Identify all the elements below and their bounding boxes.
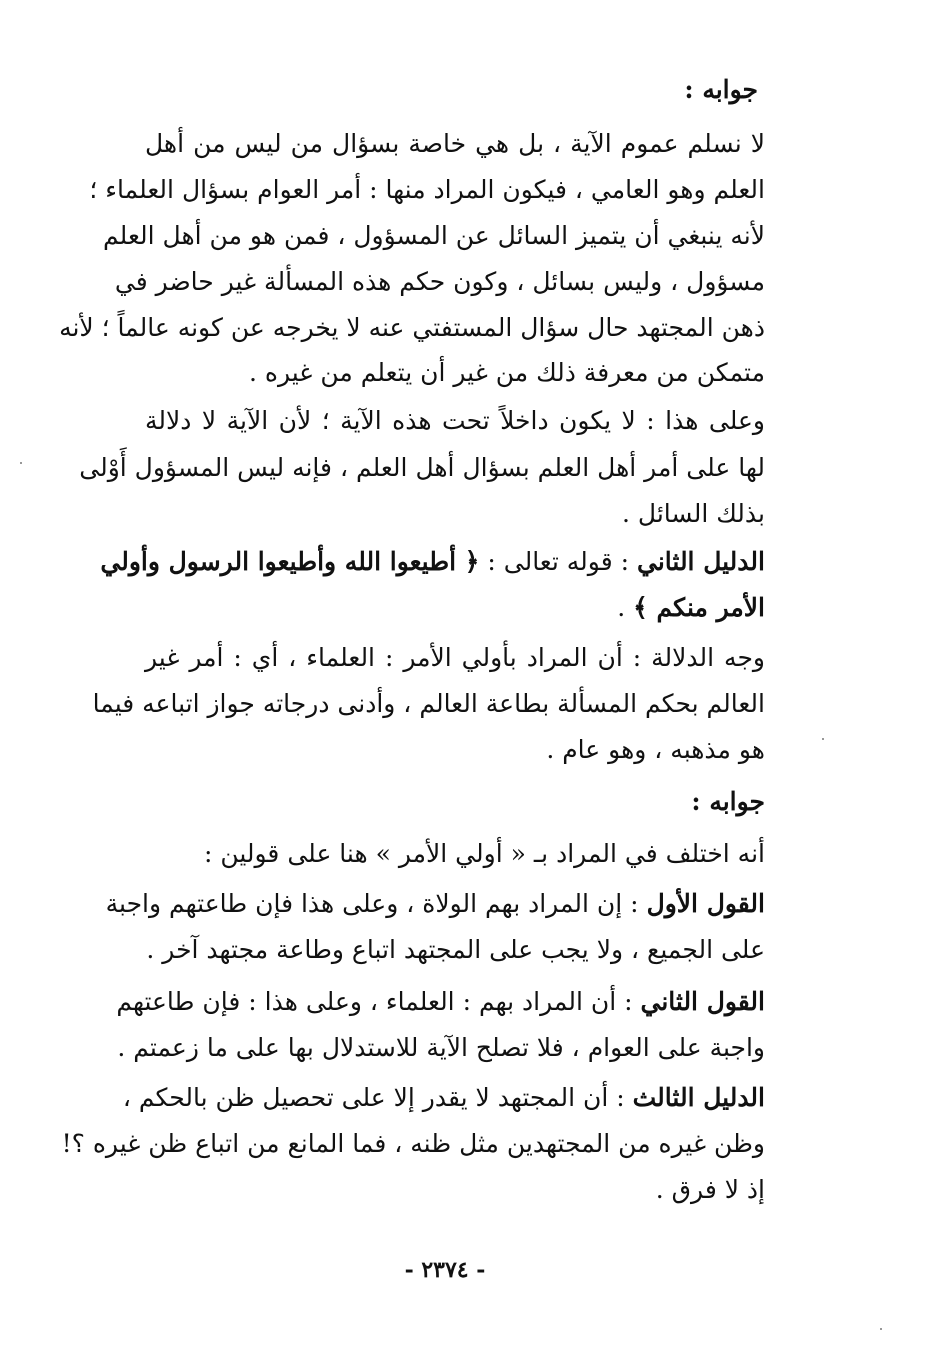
line-text: العلم وهو العامي ، فيكون المراد منها : أمر العوام بسؤال العلماء ؛ <box>89 175 765 204</box>
line-text: مسؤول ، وليس بسائل ، وكون حكم هذه المسألة غير حاضر في <box>114 267 765 296</box>
line-text: وعلى هذا : لا يكون داخلاً تحت هذه الآية ؛ لأن الآية لا دلالة <box>145 406 765 435</box>
opinion-label: القول الثاني <box>640 987 765 1016</box>
second-opinion-line <box>116 984 765 1020</box>
line-text: . <box>617 593 634 622</box>
third-evidence-line <box>122 1080 765 1116</box>
line-text: : إن المراد بهم الولاة ، وعلى هذا فإن طاعتهم واجبة <box>105 889 647 918</box>
line-text: لأنه ينبغي أن يتميز السائل عن المسؤول ، فمن هو من أهل العلم <box>103 221 765 250</box>
text-line <box>89 172 765 208</box>
heading-text: جوابه : <box>691 787 765 816</box>
quran-verse: ﴿ أطيعوا الله وأطيعوا الرسول وأولي <box>100 547 480 576</box>
line-text: أنه اختلف في المراد بـ « أولي الأمر » هنا على قولين : <box>203 839 765 868</box>
page-number: - ٢٣٧٤ - <box>404 1257 486 1283</box>
text-line <box>59 310 765 346</box>
text-line <box>145 403 765 439</box>
answer-heading <box>138 72 758 108</box>
line-text: واجبة على العوام ، فلا تصلح الآية للاستدلال بها على ما زعمتم . <box>117 1033 765 1062</box>
line-text: العالم بحكم المسألة بطاعة العالم ، وأدنى درجاته جواز اتباعه فيما <box>92 689 765 718</box>
line-text: ذهن المجتهد حال سؤال المستفتي عنه لا يخرجه عن كونه عالماً ؛ لأنه <box>59 313 765 342</box>
second-evidence-line <box>100 544 765 580</box>
line-text: وجه الدلالة : أن المراد بأولي الأمر : العلماء ، أي : أمر غير <box>145 643 765 672</box>
first-opinion-line <box>105 886 765 922</box>
line-text: هو مذهبه ، وهو عام . <box>546 735 765 764</box>
opinion-label: القول الأول <box>646 889 765 918</box>
text-line <box>145 932 765 968</box>
text-line <box>145 1172 765 1208</box>
text-line <box>61 1126 765 1162</box>
line-text: : أن المراد بهم : العلماء ، وعلى هذا : فإن طاعتهم <box>116 987 641 1016</box>
line-text: لها على أمر أهل العلم بسؤال أهل العلم ، فإنه ليس المسؤول أَوْلى <box>79 453 765 482</box>
scan-speck <box>20 462 22 464</box>
answer-heading <box>145 784 765 820</box>
text-line <box>145 836 765 872</box>
text-line <box>145 732 765 768</box>
line-text: متمكن من معرفة ذلك من غير أن يتعلم من غيره . <box>248 358 765 387</box>
text-line <box>145 640 765 676</box>
quran-verse: الأمر منكم ﴾ <box>633 593 765 622</box>
line-text: وظن غيره من المجتهدين مثل ظنه ، فما المانع من اتباع ظن غيره ؟! <box>61 1129 765 1158</box>
text-line <box>79 450 765 486</box>
heading-text: جوابه : <box>684 75 758 104</box>
text-line <box>145 590 765 626</box>
line-text: لا نسلم عموم الآية ، بل هي خاصة بسؤال من ليس من أهل <box>145 129 765 158</box>
text-line <box>92 686 765 722</box>
text-line <box>145 496 765 532</box>
text-line <box>103 218 765 254</box>
evidence-label: الدليل الثاني <box>636 547 765 576</box>
evidence-label: الدليل الثالث <box>632 1083 765 1112</box>
text-line <box>114 264 765 300</box>
line-text: على الجميع ، ولا يجب على المجتهد اتباع وطاعة مجتهد آخر . <box>146 935 765 964</box>
scan-speck <box>822 738 824 740</box>
line-text: إذ لا فرق . <box>655 1175 765 1204</box>
line-text: بذلك السائل . <box>622 499 765 528</box>
text-line <box>145 126 765 162</box>
line-text: : قوله تعالى : <box>479 547 637 576</box>
text-line <box>145 355 765 391</box>
text-line <box>117 1030 765 1066</box>
scan-speck <box>880 1328 882 1330</box>
line-text: : أن المجتهد لا يقدر إلا على تحصيل ظن بالحكم ، <box>122 1083 633 1112</box>
